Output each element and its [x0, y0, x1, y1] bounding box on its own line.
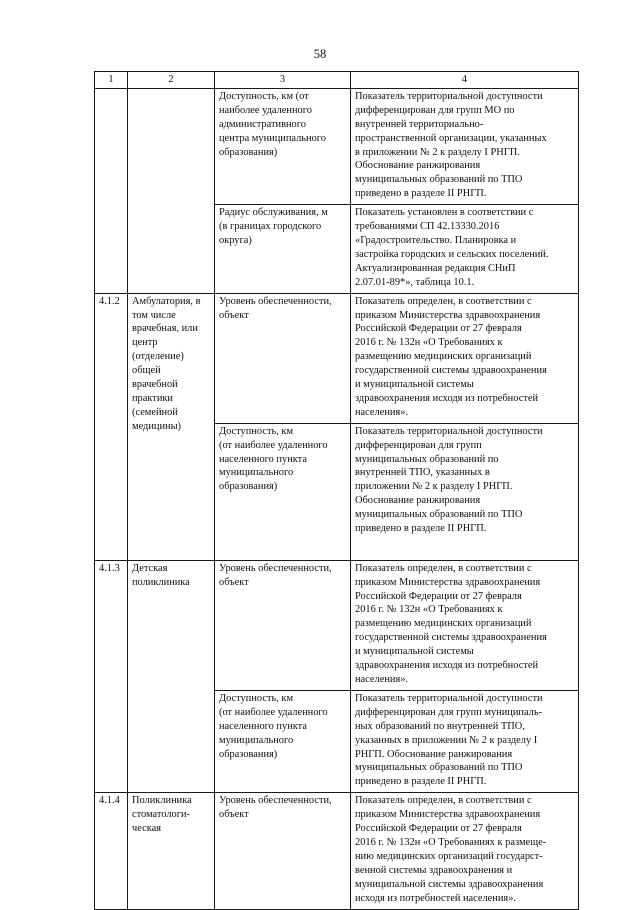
header-col-2: 2 — [128, 72, 215, 89]
header-col-4: 4 — [351, 72, 579, 89]
indicator-cell: Уровень обеспеченности, объект — [215, 560, 351, 690]
indicator-cell: Уровень обеспеченности, объект — [215, 293, 351, 423]
table-header-row — [95, 72, 579, 89]
table-row — [95, 560, 579, 690]
row-code-cell: 4.1.2 — [95, 293, 128, 560]
note-cell: Показатель территориальной доступности дифференцирован для групп муниципаль- ных образований по внутренней ТПО, указанных в приложении № 2 к разделу I РНГП. Обоснование ранжирования муниципальных образований по ТПО приведено в разделе II РНГП. — [351, 690, 579, 792]
row-name-cell — [128, 88, 215, 293]
row-name-cell: Поликлиника стоматологи- ческая — [128, 793, 215, 909]
note-cell: Показатель территориальной доступности дифференцирован для групп МО по внутренней территориально- пространственной организации, указанных в приложении № 2 к разделу I РНГП. Обоснование ранжирования муниципальных образований по ТПО приведено в разделе II РНГП. — [351, 88, 579, 204]
indicator-cell: Доступность, км (от наиболее удаленного населенного пункта муниципального образования) — [215, 690, 351, 792]
note-cell: Показатель определен, в соответствии с приказом Министерства здравоохранения Российской Федерации от 27 февраля 2016 г. № 132н «О Требованиях к размеще- нию медицинских организаций государст- венной системы здравоохранения и муниципальной системы здравоохранения исходя из потребностей населения». — [351, 793, 579, 909]
requirements-table — [94, 71, 579, 910]
indicator-cell: Доступность, км (от наиболее удаленного административного центра муниципального образования) — [215, 88, 351, 204]
row-code-cell: 4.1.4 — [95, 793, 128, 909]
row-name-cell: Амбулатория, в том числе врачебная, или центр (отделение) общей врачебной практики (семейной медицины) — [128, 293, 215, 560]
note-cell: Показатель определен, в соответствии с приказом Министерства здравоохранения Российской Федерации от 27 февраля 2016 г. № 132н «О Требованиях к размещению медицинских организаций государственной системы здравоохранения и муниципальной системы здравоохранения исходя из потребностей населения». — [351, 293, 579, 423]
table-row — [95, 293, 579, 423]
page-number: 58 — [313, 47, 327, 61]
row-code-cell: 4.1.3 — [95, 560, 128, 793]
header-col-1: 1 — [95, 72, 128, 89]
indicator-cell: Доступность, км (от наиболее удаленного населенного пункта муниципального образования) — [215, 423, 351, 560]
note-cell: Показатель территориальной доступности дифференцирован для групп муниципальных образований по внутренней ТПО, указанных в приложении № 2 к разделу I РНГП. Обоснование ранжирования муниципальных образований по ТПО приведено в разделе II РНГП. — [351, 423, 579, 560]
table-row — [95, 793, 579, 909]
note-cell: Показатель установлен в соответствии с требованиями СП 42.13330.2016 «Градостроительство. Планировка и застройка городских и сельских поселений. Актуализированная редакция СНиП 2.07.01-89*», таблица 10.1. — [351, 205, 579, 293]
indicator-cell: Радиус обслуживания, м (в границах городского округа) — [215, 205, 351, 293]
row-code-cell — [95, 88, 128, 293]
table-row — [95, 88, 579, 204]
row-name-cell: Детская поликлиника — [128, 560, 215, 793]
indicator-cell: Уровень обеспеченности, объект — [215, 793, 351, 909]
header-col-3: 3 — [215, 72, 351, 89]
note-cell: Показатель определен, в соответствии с приказом Министерства здравоохранения Российской Федерации от 27 февраля 2016 г. № 132н «О Требованиях к размещению медицинских организаций государственной системы здравоохранения и муниципальной системы здравоохранения исходя из потребностей населения». — [351, 560, 579, 690]
